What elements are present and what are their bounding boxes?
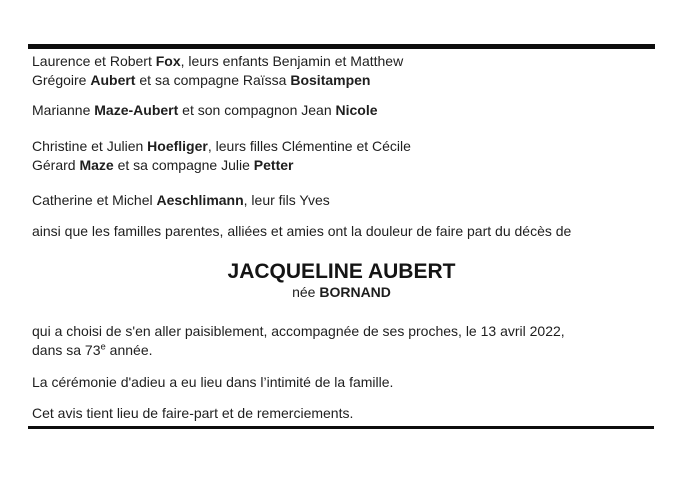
text-segment: dans sa 73 [32, 342, 101, 358]
maiden-name-line [28, 283, 655, 302]
family-line-2 [32, 71, 370, 90]
bottom-rule [28, 426, 654, 429]
surname-bold: Maze [79, 157, 114, 173]
surname-bold: Bositampen [290, 72, 371, 88]
top-rule [28, 44, 655, 49]
text-segment: , leurs enfants Benjamin et Matthew [180, 53, 404, 69]
death-details-line-2 [32, 341, 153, 360]
ordinal-superscript: e [100, 341, 106, 353]
text-segment: année. [105, 342, 153, 358]
text-segment: , leur fils Yves [243, 192, 330, 208]
surname-bold: Fox [155, 53, 181, 69]
family-line-6 [32, 191, 330, 210]
family-line-5 [32, 156, 293, 175]
text-segment: Laurence et Robert [32, 53, 156, 69]
surname-bold: Nicole [335, 102, 378, 118]
death-details-line-1 [32, 322, 565, 341]
ceremony-line [32, 373, 393, 392]
text-segment: et son compagnon Jean [178, 102, 336, 118]
text-segment: ainsi que les familles parentes, alliées et amies ont la douleur de faire part du décès de [32, 223, 572, 239]
family-line-4 [32, 137, 411, 156]
text-segment: qui a choisi de s'en aller paisiblement, accompagnée de ses proches, le 13 avril 2022, [32, 323, 565, 339]
surname-bold: Petter [253, 157, 294, 173]
text-segment: , leurs filles Clémentine et Cécile [207, 138, 411, 154]
announcement-line [32, 222, 571, 241]
text-segment: et sa compagne Julie [113, 157, 254, 173]
surname-bold: Aubert [90, 72, 136, 88]
surname-bold: Hoefliger [147, 138, 208, 154]
family-line-1 [32, 52, 403, 71]
text-segment: et sa compagne Raïssa [135, 72, 291, 88]
text-segment: née [292, 284, 320, 300]
text-segment: Grégoire [32, 72, 91, 88]
surname-bold: Maze-Aubert [94, 102, 179, 118]
text-segment: Marianne [32, 102, 95, 118]
family-line-3 [32, 101, 378, 120]
text-segment: La cérémonie d'adieu a eu lieu dans l’intimité de la famille. [32, 374, 394, 390]
surname-bold: BORNAND [319, 284, 391, 300]
text-segment: Cet avis tient lieu de faire-part et de remerciements. [32, 405, 354, 421]
closing-line [32, 404, 353, 423]
text-segment: Christine et Julien [32, 138, 148, 154]
surname-bold: Aeschlimann [156, 192, 244, 208]
text-segment: Catherine et Michel [32, 192, 157, 208]
text-segment: Gérard [32, 157, 80, 173]
deceased-name: JACQUELINE AUBERT [227, 260, 456, 283]
